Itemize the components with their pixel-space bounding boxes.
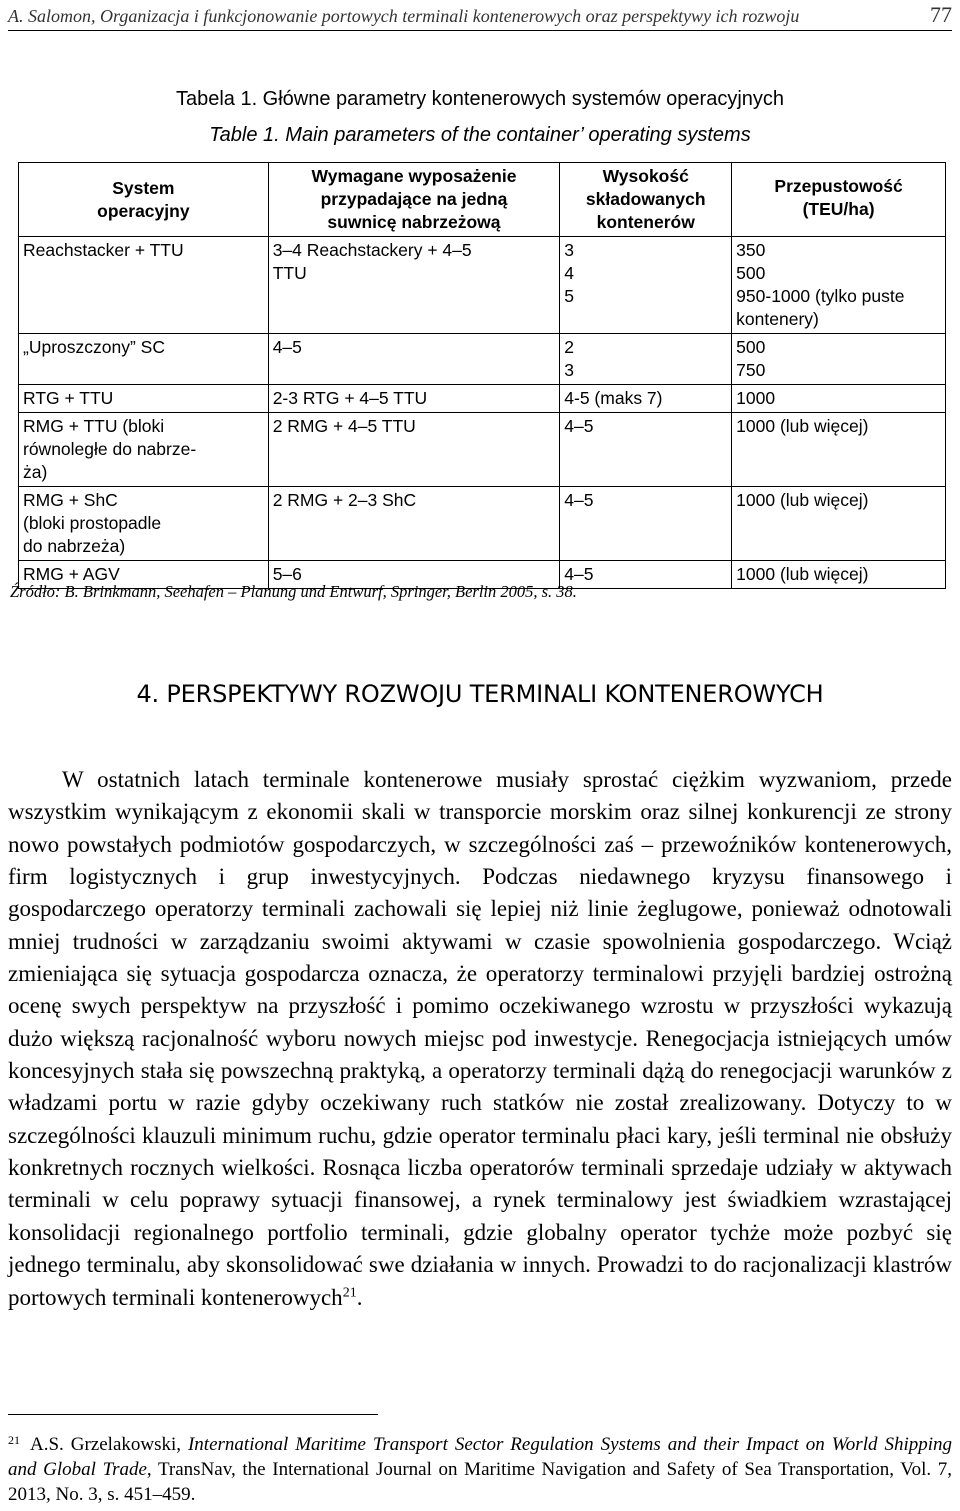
table-row xyxy=(19,334,946,385)
cell-stack-height: 4-5 (maks 7) xyxy=(560,385,732,413)
cell-equipment: 2 RMG + 4–5 TTU xyxy=(268,413,560,487)
cell-system: Reachstacker + TTU xyxy=(19,237,269,334)
table-source: Źródło: B. Brinkmann, Seehafen – Planung und Entwurf, Springer, Berlin 2005, s. 38. xyxy=(10,582,577,601)
table-row xyxy=(19,237,946,334)
cell-throughput: 1000 (lub więcej) xyxy=(732,487,946,561)
table-caption-en: Table 1. Main parameters of the container’ operating systems xyxy=(209,124,751,146)
cell-throughput: 350 500 950-1000 (tylko puste kontenery) xyxy=(732,237,946,334)
footnote-reference[interactable]: 21 xyxy=(342,1284,357,1300)
paragraph-text: W ostatnich latach terminale kontenerowe musiały sprostać ciężkim wyzwaniom, przede wszystkim wynikającym z ekonomii skali w transporcie morskim oraz silnej konkurencji ze strony nowo powstałych podmiotów gospodarczych, w szczególności zaś – przewoźników kontenerowych, firm logistycznych i grup inwestycyjnych. Podczas niedawnego kryzysu finansowego i gospodarczego operatorzy terminali zachowali się lepiej niż linie żeglugowe, ponieważ odnotowali mniej trudności w zarządzaniu swoimi aktywami w czasie spowolnienia gospodarczego. Wciąż zmieniająca się sytuacja gospodarcza oznacza, że operatorzy terminalowi przyjęli bardziej ostrożną ocenę swych perspektyw na przyszłość i pomimo oczekiwanego wzrostu w przyszłości wykazują dużo większą racjonalność wyboru nowych miejsc pod inwestycje. Renegocjacja istniejących umów koncesyjnych stała się powszechną praktyką, a operatorzy terminali dążą do renegocjacji warunków z władzami portu w razie gdyby oczekiwany ruch statków nie został zrealizowany. Dotyczy to w szczególności klauzuli minimum ruchu, gdzie operator terminalu płaci kary, jeśli terminal nie obsłuży konkretnych rocznych wielkości. Rosnąca liczba operatorów terminali sprzedaje udziały w aktywach terminali w celu poprawy sytuacji finansowej, a rynek terminalowy jest świadkiem wzrastającej konsolidacji regionalnego portfolio terminali, gdzie globalny operator tychże może pozbyć się jednego terminalu, aby skonsolidować swe działania w innych. Prowadzi to do racjonalizacji klastrów portowych terminali kontenerowych xyxy=(8,767,952,1310)
table-row xyxy=(19,413,946,487)
cell-system: „Uproszczony” SC xyxy=(19,334,269,385)
cell-stack-height: 4–5 xyxy=(560,487,732,561)
cell-system: RMG + ShC (bloki prostopadle do nabrzeża) xyxy=(19,487,269,561)
cell-system: RMG + AGV xyxy=(19,561,269,589)
footnote-author: A.S. Grzelakowski, xyxy=(30,1434,188,1455)
header-system: System operacyjny xyxy=(19,163,269,237)
parameters-table xyxy=(18,162,946,589)
cell-equipment: 5–6 xyxy=(268,561,560,589)
cell-system: RMG + TTU (bloki równoległe do nabrze- ża) xyxy=(19,413,269,487)
footnote-mark: 21 xyxy=(8,1433,20,1447)
section-heading: 4. PERSPEKTYWY ROZWOJU TERMINALI KONTENEROWYCH xyxy=(136,680,824,708)
footnote-title: International Maritime Transport Sector Regulation Systems and their Impact on World Shipping and Global Trade xyxy=(8,1434,952,1480)
cell-system: RTG + TTU xyxy=(19,385,269,413)
header-equipment: Wymagane wyposażenie przypadające na jedną suwnicę nabrzeżową xyxy=(268,163,560,237)
running-title: A. Salomon, Organizacja i funkcjonowanie portowych terminali kontenerowych oraz perspektywy ich rozwoju xyxy=(8,6,800,26)
header-stack-height: Wysokość składowanych kontenerów xyxy=(560,163,732,237)
table-row xyxy=(19,385,946,413)
table-caption-pl: Tabela 1. Główne parametry kontenerowych systemów operacyjnych xyxy=(175,88,785,110)
cell-throughput: 500 750 xyxy=(732,334,946,385)
cell-equipment: 2 RMG + 2–3 ShC xyxy=(268,487,560,561)
cell-stack-height: 3 4 5 xyxy=(560,237,732,334)
footnote-rule xyxy=(8,1414,378,1415)
cell-throughput: 1000 (lub więcej) xyxy=(732,561,946,589)
footnote xyxy=(8,1432,952,1507)
header-throughput: Przepustowość (TEU/ha) xyxy=(732,163,946,237)
cell-equipment: 2-3 RTG + 4–5 TTU xyxy=(268,385,560,413)
paragraph-end: . xyxy=(356,1284,363,1310)
running-header xyxy=(8,2,952,27)
cell-stack-height: 2 3 xyxy=(560,334,732,385)
cell-throughput: 1000 (lub więcej) xyxy=(732,413,946,487)
cell-throughput: 1000 xyxy=(732,385,946,413)
cell-stack-height: 4–5 xyxy=(560,561,732,589)
body-paragraph xyxy=(8,764,952,1314)
page-number: 77 xyxy=(930,2,952,27)
cell-equipment: 4–5 xyxy=(268,334,560,385)
table-row xyxy=(19,487,946,561)
table-header-row xyxy=(19,163,946,237)
footnote-rest: , TransNav, the International Journal on Maritime Navigation and Safety of Sea Transportation, Vol. 7, 2013, No. 3, s. 451–459. xyxy=(8,1459,953,1505)
cell-stack-height: 4–5 xyxy=(560,413,732,487)
cell-equipment: 3–4 Reachstackery + 4–5 TTU xyxy=(268,237,560,334)
header-rule xyxy=(8,30,952,31)
